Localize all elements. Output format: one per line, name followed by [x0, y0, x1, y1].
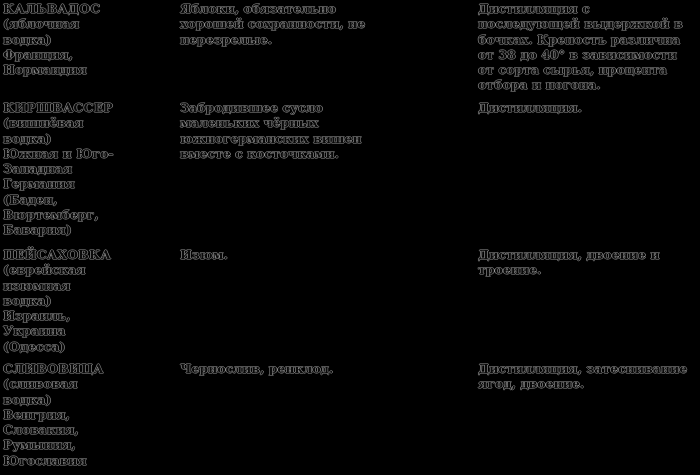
- spirit-origin: (яблочная водка) Франция, Нормандия: [3, 16, 87, 78]
- method-cell: Дистилляция, двоение и троение.: [478, 247, 660, 278]
- material-cell: Изюм.: [180, 247, 228, 262]
- spirit-name: СЛИВОВИЦА: [3, 361, 104, 376]
- material-cell: Чернослив, ренклод.: [180, 361, 334, 376]
- spirit-name: ПЕЙСАХОВКА: [3, 247, 111, 262]
- material-cell: Яблоки, обязательно хорошей сохранности, не перезрелые.: [180, 1, 366, 47]
- method-cell: Дистилляция, затеснивание ягод, двоение.: [478, 361, 688, 392]
- spirit-origin: (сливовая водка) Венгрия, Словакия, Румыния, Югославия: [3, 376, 87, 468]
- method-cell: Дистилляция с последующей выдержкой в бочках. Крепость различна от 38 до 40° в зависимости от сорта сырья, процента отбора и погона.: [478, 1, 683, 93]
- origin-cell: [3, 1, 173, 77]
- origin-cell: [3, 361, 173, 468]
- material-cell: Забродившее сусло маленьких чёрных южногерманских вишен вместе с косточками.: [180, 100, 362, 161]
- spirit-name: КАЛЬВАДОС: [3, 1, 101, 16]
- origin-cell: [3, 247, 173, 354]
- spirit-name: КИРШВАССЕР: [3, 100, 114, 115]
- method-cell: Дистилляция.: [478, 100, 582, 115]
- origin-cell: [3, 100, 173, 238]
- spirit-origin: (еврейская изюмная водка) Израиль, Украина (Одесса): [3, 262, 86, 354]
- spirit-origin: (вишнёвая водка) Южная и Юго- Западная Германия (Баден, Вюртемберг, Бавария): [3, 115, 114, 238]
